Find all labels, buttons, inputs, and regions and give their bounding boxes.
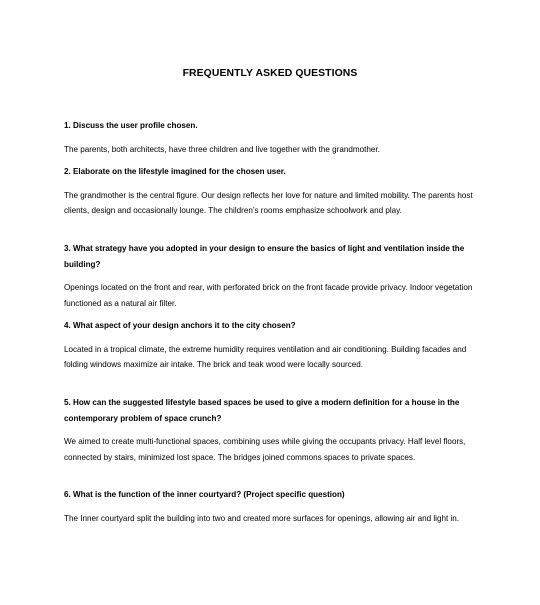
faq-answer: The Inner courtyard split the building into two and created more surfaces for openings, allowing air and light in. xyxy=(64,513,460,523)
faq-item-5 xyxy=(64,395,484,465)
faq-item-4 xyxy=(64,318,484,373)
faq-question: 4. What aspect of your design anchors it to the city chosen? xyxy=(64,321,296,330)
faq-question: 2. Elaborate on the lifestyle imagined for the chosen user. xyxy=(64,167,286,176)
faq-answer: The parents, both architects, have three children and live together with the grandmother. xyxy=(64,144,380,154)
faq-answer: Located in a tropical climate, the extreme humidity requires ventilation and air conditioning. Building facades and folding windows maximize air intake. The brick and teak wood were locally sourced. xyxy=(64,344,467,369)
faq-question: 5. How can the suggested lifestyle based spaces be used to give a modern definition for a house in the contemporary problem of space crunch? xyxy=(64,398,460,423)
faq-answer: We aimed to create multi-functional spaces, combining uses while giving the occupants privacy. Half level floors, connected by stairs, minimized lost space. The bridges joined commons spaces to private spaces. xyxy=(64,437,466,462)
faq-answer: Openings located on the front and rear, with perforated brick on the front facade provide privacy. Indoor vegetation functioned as a natural air filter. xyxy=(64,283,473,308)
page-title: FREQUENTLY ASKED QUESTIONS xyxy=(182,68,358,79)
faq-question: 1. Discuss the user profile chosen. xyxy=(64,121,198,130)
faq-item-2 xyxy=(64,164,484,219)
faq-question: 3. What strategy have you adopted in your design to ensure the basics of light and ventilation inside the building? xyxy=(64,244,465,269)
faq-answer: The grandmother is the central figure. Our design reflects her love for nature and limited mobility. The parents host clients, design and occasionally lounge. The children’s rooms emphasize schoolwork and play. xyxy=(64,190,473,215)
faq-question: 6. What is the function of the inner courtyard? (Project specific question) xyxy=(64,490,345,499)
faq-item-3 xyxy=(64,241,484,311)
faq-item-1 xyxy=(64,118,484,157)
faq-item-6 xyxy=(64,487,484,526)
